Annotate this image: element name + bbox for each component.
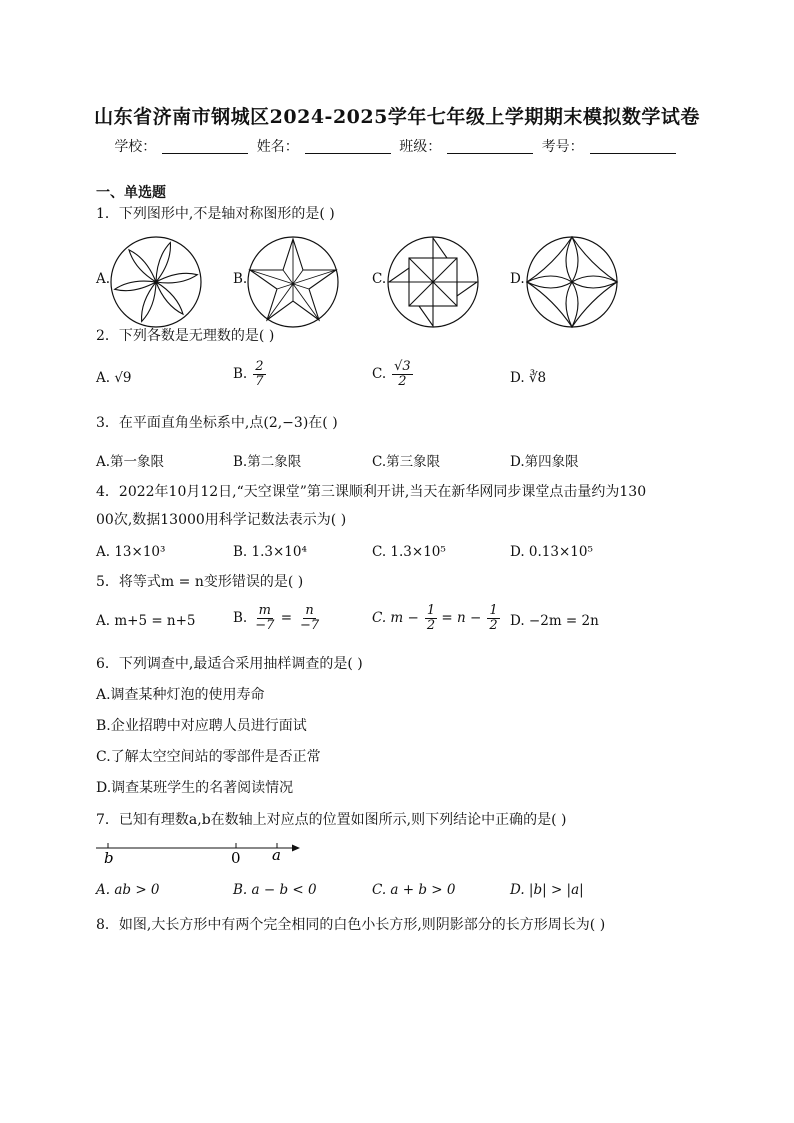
number-blank[interactable]	[590, 139, 676, 154]
school-blank[interactable]	[162, 139, 248, 154]
class-label: 班级：	[399, 139, 442, 155]
q3-option-c: C.第三象限	[372, 454, 441, 470]
class-blank[interactable]	[447, 139, 533, 154]
question-1: 1．下列图形中,不是轴对称图形的是( )	[96, 206, 335, 222]
q2-option-a: A. √9	[96, 370, 132, 386]
q1-figure-b-star	[245, 234, 341, 330]
q2-option-c: C. $\frac{√3}{2}$	[372, 359, 411, 389]
q3-option-d: D.第四象限	[510, 454, 579, 470]
question-5: 5．将等式m = n变形错误的是( )	[96, 574, 304, 590]
axis-label-a: a	[272, 846, 281, 864]
question-4-line-2: 00次,数据13000用科学记数法表示为( )	[96, 512, 347, 528]
q1-option-c-label: C.	[372, 271, 387, 287]
q6-option-c: C.了解太空空间站的零部件是否正常	[96, 749, 321, 765]
name-blank[interactable]	[305, 139, 391, 154]
q1-option-d-label: D.	[510, 271, 525, 287]
number-label: 考号：	[541, 139, 584, 155]
student-info-row	[0, 136, 794, 156]
question-2: 2．下列各数是无理数的是( )	[96, 328, 275, 344]
q2-option-d: D. ∛8	[510, 370, 547, 386]
q5-option-d: D. −2m = 2n	[510, 613, 599, 629]
q4-option-a: A. 13×10³	[96, 544, 166, 560]
question-7: 7．已知有理数a,b在数轴上对应点的位置如图所示,则下列结论中正确的是( )	[96, 812, 567, 828]
page-title: 山东省济南市钢城区2024-2025学年七年级上学期期末模拟数学试卷	[94, 106, 700, 128]
q5-option-a: A. m+5 = n+5	[96, 613, 196, 629]
school-label: 学校：	[114, 139, 157, 155]
q4-option-c: C. 1.3×10⁵	[372, 544, 446, 560]
question-8: 8．如图,大长方形中有两个完全相同的白色小长方形,则阴影部分的长方形周长为( )	[96, 917, 606, 933]
name-label: 姓名：	[256, 139, 299, 155]
question-3: 3．在平面直角坐标系中,点(2,−3)在( )	[96, 415, 338, 431]
q6-option-a: A.调查某种灯泡的使用寿命	[96, 687, 265, 703]
q5-option-b: B. $\frac{m}{-7}$ = $\frac{n}{-7}$	[233, 603, 320, 633]
q3-option-a: A.第一象限	[96, 454, 165, 470]
q1-figure-c-pinwheel	[385, 234, 481, 330]
q7-option-c: C. a + b > 0	[372, 882, 456, 898]
q1-option-a-label: A.	[96, 271, 111, 287]
q7-option-d: D. |b| > |a|	[510, 882, 584, 898]
q5-option-c: C. m − $\frac{1}{2}$ = n − $\frac{1}{2}$	[372, 603, 498, 633]
axis-label-b: b	[104, 849, 114, 867]
section-heading: 一、单选题	[96, 185, 166, 201]
axis-label-zero: 0	[231, 849, 241, 867]
q7-option-a: A. ab > 0	[96, 882, 160, 898]
q4-option-b: B. 1.3×10⁴	[233, 544, 307, 560]
q1-figure-a-flower	[108, 234, 204, 330]
q3-option-b: B.第二象限	[233, 454, 302, 470]
q1-option-b-label: B.	[233, 271, 248, 287]
number-line-figure	[96, 838, 306, 868]
q7-option-b: B. a − b < 0	[233, 882, 317, 898]
q2-option-b: B. $\frac{2}{7}$	[233, 359, 264, 389]
question-6: 6．下列调查中,最适合采用抽样调查的是( )	[96, 656, 363, 672]
question-4-line-1: 4．2022年10月12日,“天空课堂”第三课顺利开讲,当天在新华网同步课堂点击量约为130	[96, 484, 647, 500]
q4-option-d: D. 0.13×10⁵	[510, 544, 593, 560]
q6-option-b: B.企业招聘中对应聘人员进行面试	[96, 718, 307, 734]
q6-option-d: D.调查某班学生的名著阅读情况	[96, 780, 294, 796]
q1-figure-d-four-petal	[524, 234, 620, 330]
